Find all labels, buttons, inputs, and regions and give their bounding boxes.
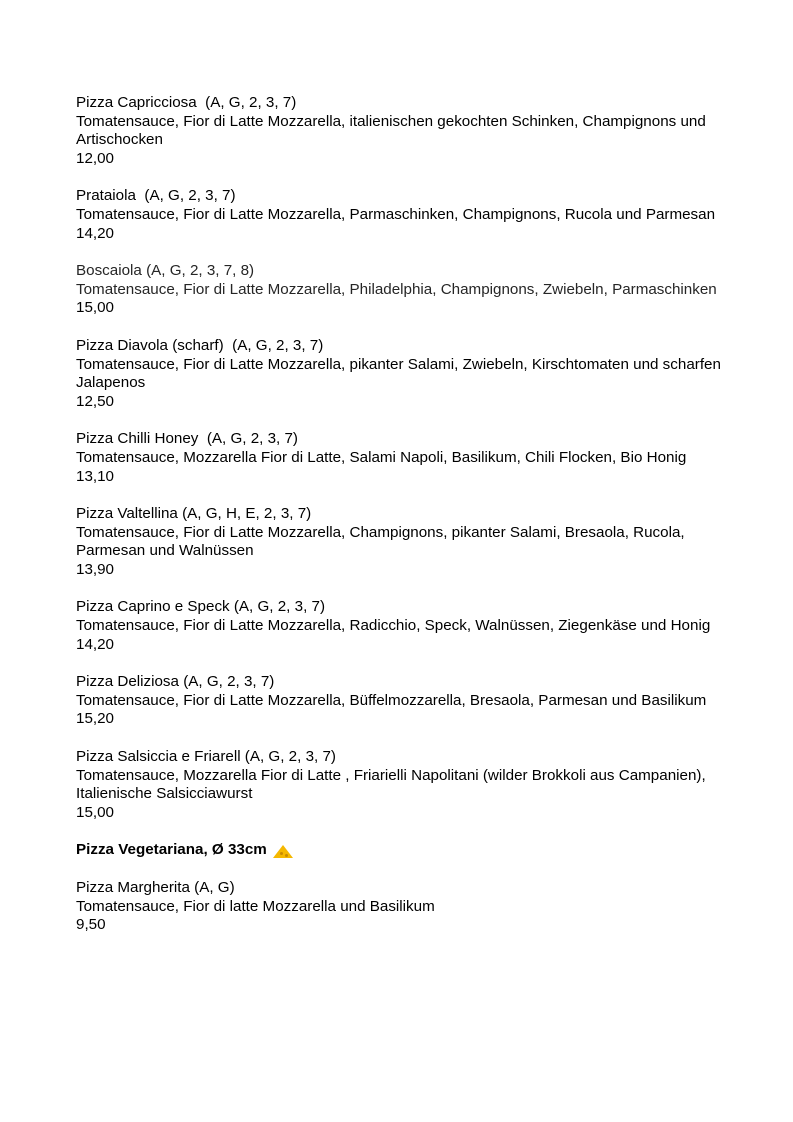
section-heading-vegetariana bbox=[76, 841, 726, 860]
item-description: Tomatensauce, Fior di Latte Mozzarella, Parmaschinken, Champignons, Rucola und Parmesan bbox=[76, 205, 716, 223]
item-name: Pizza Margherita (A, G) bbox=[76, 879, 235, 896]
item-price: 14,20 bbox=[76, 635, 115, 653]
menu-item-boscaiola bbox=[76, 262, 726, 318]
item-name: Pizza Caprino e Speck (A, G, 2, 3, 7) bbox=[76, 598, 326, 616]
menu-item-diavola bbox=[76, 337, 726, 411]
item-price: 13,90 bbox=[76, 560, 115, 578]
item-name: Pizza Deliziosa (A, G, 2, 3, 7) bbox=[76, 673, 275, 691]
item-description: Tomatensauce, Mozzarella Fior di Latte, Salami Napoli, Basilikum, Chili Flocken, Bio Honig bbox=[76, 448, 687, 466]
item-description: Tomatensauce, Fior di Latte Mozzarella, Philadelphia, Champignons, Zwiebeln, Parmaschinken bbox=[76, 280, 717, 298]
item-price: 15,00 bbox=[76, 299, 115, 317]
item-price: 15,00 bbox=[76, 803, 115, 821]
item-description: Tomatensauce, Fior di Latte Mozzarella, Radicchio, Speck, Walnüssen, Ziegenkäse und Honig bbox=[76, 617, 711, 635]
menu-item-capricciosa bbox=[76, 94, 726, 168]
item-name: Pizza Salsiccia e Friarell (A, G, 2, 3, 7) bbox=[76, 748, 336, 766]
menu-item-margherita bbox=[76, 879, 726, 935]
item-name: Boscaiola (A, G, 2, 3, 7, 8) bbox=[76, 262, 255, 280]
item-name: Pizza Diavola (scharf) (A, G, 2, 3, 7) bbox=[76, 336, 324, 354]
menu-item-prataiola bbox=[76, 187, 726, 243]
menu-item-caprino-e-speck bbox=[76, 598, 726, 654]
item-description: Tomatensauce, Fior di Latte Mozzarella, pikanter Salami, Zwiebeln, Kirschtomaten und scharfen Jalapenos bbox=[76, 355, 726, 392]
item-price: 14,20 bbox=[76, 224, 115, 242]
item-price: 12,50 bbox=[76, 392, 115, 410]
item-description: Tomatensauce, Fior di Latte Mozzarella, Champignons, pikanter Salami, Bresaola, Rucola, Parmesan und Walnüssen bbox=[76, 523, 689, 560]
menu-item-valtellina bbox=[76, 505, 726, 579]
section-title: Pizza Vegetariana, Ø 33cm bbox=[76, 841, 267, 859]
item-name: Pizza Valtellina (A, G, H, E, 2, 3, 7) bbox=[76, 505, 312, 523]
item-description: Tomatensauce, Fior di Latte Mozzarella, italienischen gekochten Schinken, Champignons und Artischocken bbox=[76, 112, 710, 149]
item-price: 9,50 bbox=[76, 916, 106, 934]
item-name: Pizza Chilli Honey (A, G, 2, 3, 7) bbox=[76, 430, 298, 448]
item-description: Tomatensauce, Fior di Latte Mozzarella, Büffelmozzarella, Bresaola, Parmesan und Basilikum bbox=[76, 691, 707, 709]
item-price: 12,00 bbox=[76, 149, 115, 167]
menu-item-deliziosa bbox=[76, 673, 726, 729]
item-name: Pizza Capricciosa (A, G, 2, 3, 7) bbox=[76, 94, 297, 111]
item-price: 15,20 bbox=[76, 710, 115, 728]
item-price: 13,10 bbox=[76, 467, 115, 485]
item-description: Tomatensauce, Mozzarella Fior di Latte , Friarielli Napolitani (wilder Brokkoli aus Campanien), Italienische Salsicciawurst bbox=[76, 766, 710, 803]
item-description: Tomatensauce, Fior di latte Mozzarella und Basilikum bbox=[76, 897, 435, 915]
item-name: Prataiola (A, G, 2, 3, 7) bbox=[76, 187, 236, 205]
menu-item-salsiccia-e-friarell bbox=[76, 748, 726, 822]
menu-page bbox=[76, 94, 726, 954]
cheese-icon bbox=[273, 843, 293, 859]
menu-item-chilli-honey bbox=[76, 430, 726, 486]
